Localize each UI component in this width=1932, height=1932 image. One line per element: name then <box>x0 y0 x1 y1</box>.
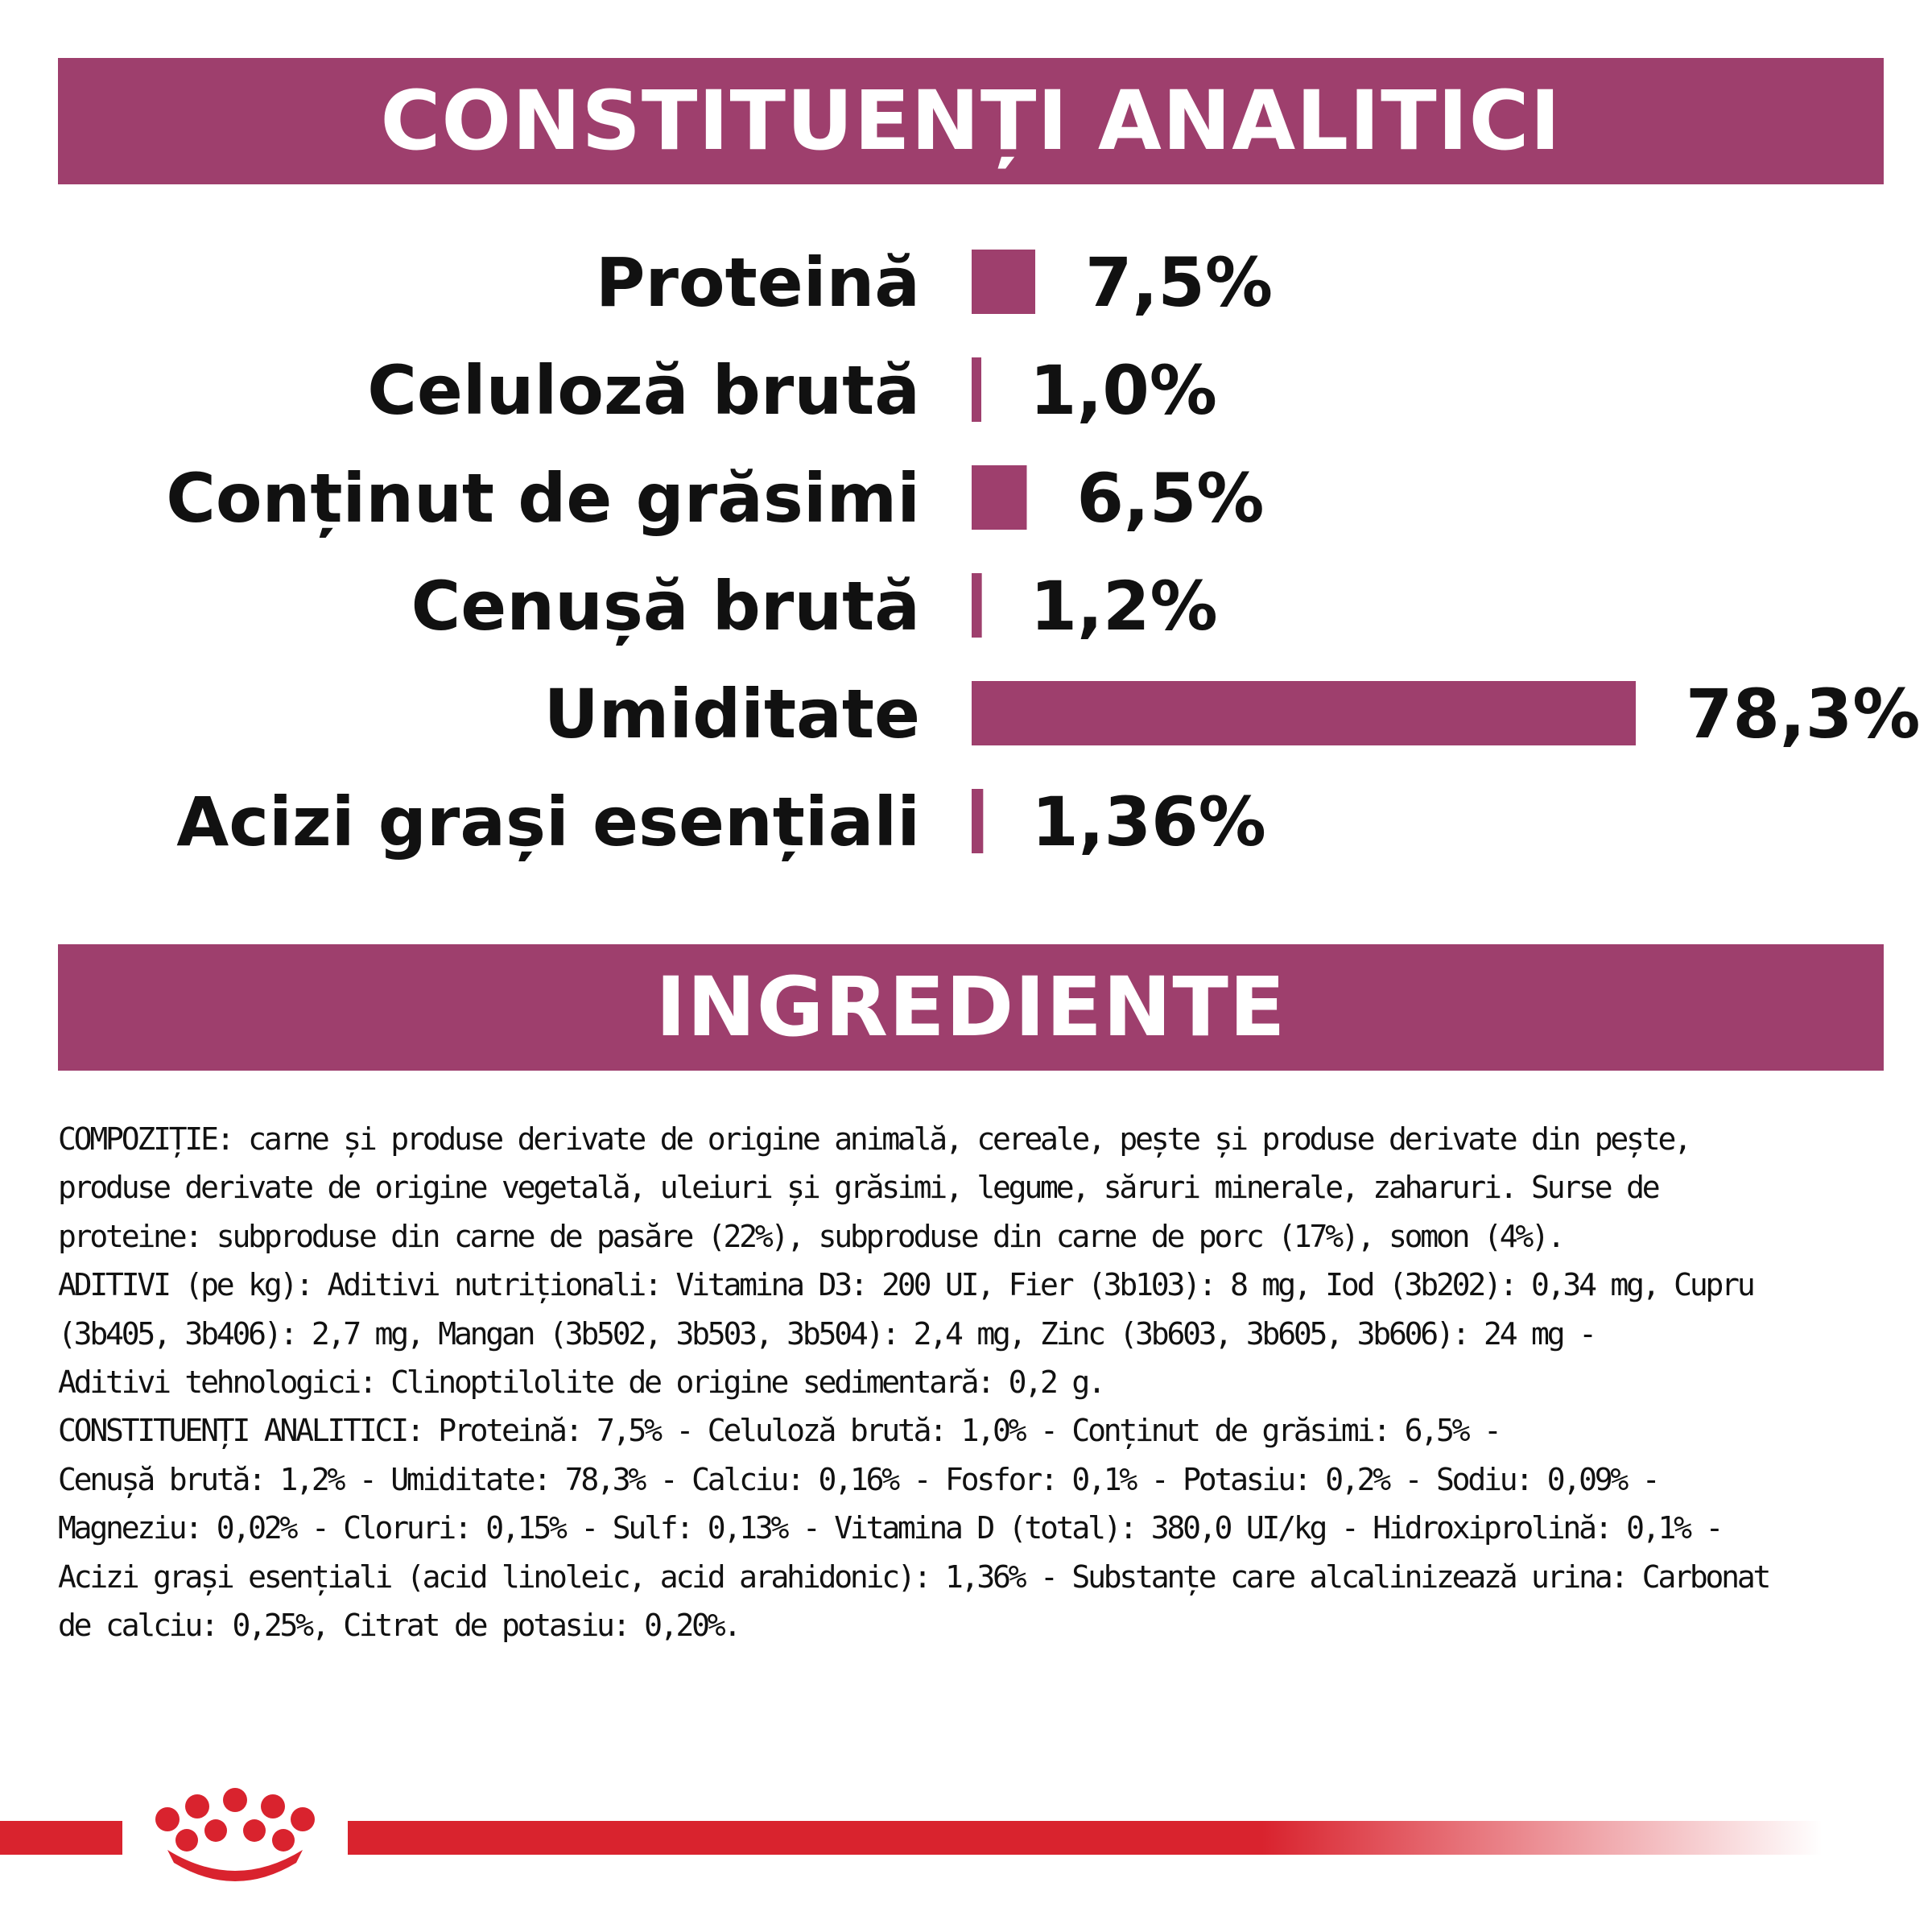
ingredients-banner <box>58 944 1884 1071</box>
footer-red-stripe-right <box>348 1821 1823 1855</box>
bar <box>972 465 1026 530</box>
composition-line: ADITIVI (pe kg): Aditivi nutriționali: Vitamina D3: 200 UI, Fier (3b103): 8 mg, Iod (3b202): 0,34 mg, Cupru <box>58 1267 1753 1303</box>
footer-band <box>0 1771 1932 1884</box>
composition-line: de calciu: 0,25%, Citrat de potasiu: 0,20%. <box>58 1608 740 1644</box>
category-label: Proteină <box>595 243 920 323</box>
bar <box>972 250 1035 314</box>
composition-line: Aditivi tehnologici: Clinoptilolite de origine sedimentară: 0,2 g. <box>58 1364 1104 1401</box>
crown-logo-icon <box>155 1788 315 1881</box>
category-label: Acizi grași esențiali <box>176 782 920 862</box>
composition-line: Magneziu: 0,02% - Cloruri: 0,15% - Sulf: 0,13% - Vitamina D (total): 380,0 UI/kg - Hidroxiprolină: 0,1% - <box>58 1510 1722 1546</box>
bar <box>972 357 981 422</box>
ingredients-title: INGREDIENTE <box>655 959 1286 1055</box>
composition-line: CONSTITUENȚI ANALITICI: Proteină: 7,5% - Celuloză brută: 1,0% - Conținut de grăsimi: 6,5% - <box>58 1413 1500 1449</box>
category-label: Conținut de grăsimi <box>166 459 920 539</box>
composition-text <box>58 1115 1884 1649</box>
composition-line: Cenușă brută: 1,2% - Umiditate: 78,3% - Calciu: 0,16% - Fosfor: 0,1% - Potasiu: 0,2% - Sodiu: 0,09% - <box>58 1461 1658 1497</box>
category-label: Cenușă brută <box>411 567 920 646</box>
value-label: 78,3% <box>1686 675 1921 754</box>
value-label: 1,36% <box>1031 782 1266 862</box>
footer-red-stripe-left <box>0 1821 122 1855</box>
composition-line: produse derivate de origine vegetală, uleiuri și grăsimi, legume, săruri minerale, zaharuri. Surse de <box>58 1170 1658 1206</box>
value-label: 1,0% <box>1030 351 1217 431</box>
composition-line: COMPOZIȚIE: carne și produse derivate de origine animală, cereale, pește și produse derivate din pește, <box>58 1121 1690 1157</box>
value-label: 7,5% <box>1085 243 1273 323</box>
category-label: Umiditate <box>543 675 920 754</box>
category-label: Celuloză brută <box>367 351 920 431</box>
bar <box>972 789 983 853</box>
composition-line: proteine: subproduse din carne de pasăre (22%), subproduse din carne de porc (17%), somon (4%). <box>58 1218 1563 1254</box>
value-label: 1,2% <box>1030 567 1218 646</box>
bar <box>972 573 982 638</box>
composition-line: (3b405, 3b406): 2,7 mg, Mangan (3b502, 3b503, 3b504): 2,4 mg, Zinc (3b603, 3b605, 3b606): 24 mg - <box>58 1315 1595 1352</box>
value-label: 6,5% <box>1076 459 1265 539</box>
analytic-constituents-title: CONSTITUENȚI ANALITICI <box>380 72 1562 169</box>
composition-line: Acizi grași esențiali (acid linoleic, acid arahidonic): 1,36% - Substanțe care alcalinizează urina: Carbonat <box>58 1558 1769 1595</box>
bar <box>972 681 1636 745</box>
